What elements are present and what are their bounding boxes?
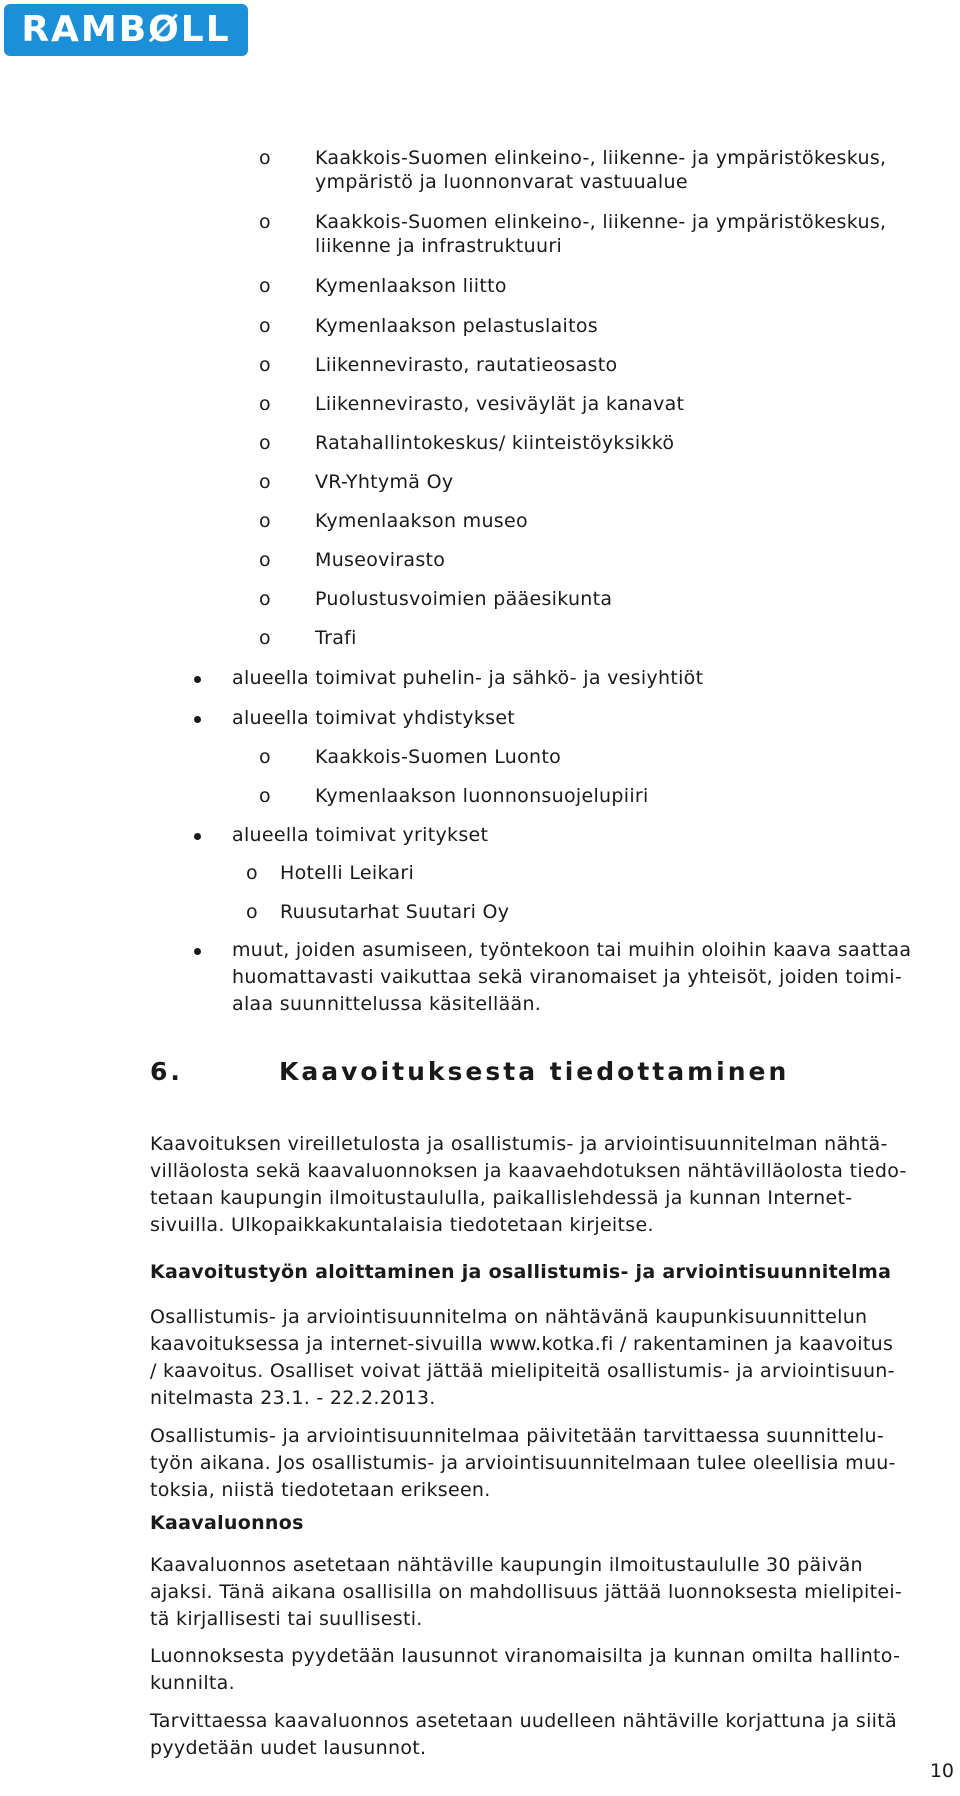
bullet-icon	[194, 716, 201, 723]
ramboll-logo: RAMBØLL	[4, 4, 248, 56]
subheading-draft: Kaavaluonnos	[150, 1512, 304, 1534]
bullet-icon	[194, 676, 201, 683]
paragraph-line: Luonnoksesta pyydetään lausunnot viranomaisilta ja kunnan omilta hallinto-	[150, 1645, 901, 1667]
sub-marker: o	[259, 510, 271, 532]
page-number: 10	[929, 1760, 954, 1782]
sub-marker: o	[246, 901, 258, 923]
bullet-icon	[194, 948, 201, 955]
paragraph-line: Osallistumis- ja arviointisuunnitelma on nähtävänä kaupunkisuunnittelun	[150, 1306, 868, 1328]
list-item: Ruusutarhat Suutari Oy	[280, 901, 510, 923]
bullet-icon	[194, 833, 201, 840]
paragraph-line: Tarvittaessa kaavaluonnos asetetaan uudelleen nähtäville korjattuna ja siitä	[150, 1710, 897, 1732]
paragraph-line: ajaksi. Tänä aikana osallisilla on mahdollisuus jättää luonnoksesta mielipitei-	[150, 1581, 903, 1603]
sub-marker: o	[259, 315, 271, 337]
paragraph-line: pyydetään uudet lausunnot.	[150, 1737, 427, 1759]
list-item: Museovirasto	[315, 549, 446, 571]
list-item: Kymenlaakson luonnonsuojelupiiri	[315, 785, 649, 807]
sub-marker: o	[259, 393, 271, 415]
list-item: Kaakkois-Suomen elinkeino-, liikenne- ja ympäristökeskus,	[315, 147, 887, 169]
list-item: Kymenlaakson museo	[315, 510, 528, 532]
paragraph-line: villäolosta sekä kaavaluonnoksen ja kaavaehdotuksen nähtävilläolosta tiedo-	[150, 1160, 907, 1182]
list-item: Liikennevirasto, rautatieosasto	[315, 354, 618, 376]
section-number: 6.	[150, 1057, 183, 1086]
paragraph-line: Kaavaluonnos asetetaan nähtäville kaupungin ilmoitustaululle 30 päivän	[150, 1554, 863, 1576]
list-item: Kaakkois-Suomen elinkeino-, liikenne- ja ympäristökeskus,	[315, 211, 887, 233]
sub-marker: o	[259, 354, 271, 376]
list-item: Puolustusvoimien pääesikunta	[315, 588, 613, 610]
sub-marker: o	[246, 862, 258, 884]
list-item: Hotelli Leikari	[280, 862, 415, 884]
paragraph-line: / kaavoitus. Osalliset voivat jättää mielipiteitä osallistumis- ja arviointisuun-	[150, 1360, 895, 1382]
sub-marker: o	[259, 746, 271, 768]
sub-marker: o	[259, 627, 271, 649]
subheading-start: Kaavoitustyön aloittaminen ja osallistumis- ja arviointisuunnitelma	[150, 1261, 892, 1283]
list-item: alueella toimivat puhelin- ja sähkö- ja vesiyhtiöt	[232, 667, 704, 689]
paragraph-line: työn aikana. Jos osallistumis- ja arviointisuunnitelmaan tulee oleellisia muu-	[150, 1452, 896, 1474]
list-item: alueella toimivat yritykset	[232, 824, 489, 846]
paragraph-line: tetaan kaupungin ilmoitustaululla, paikallislehdessä ja kunnan Internet-	[150, 1187, 853, 1209]
sub-marker: o	[259, 549, 271, 571]
list-item: liikenne ja infrastruktuuri	[315, 235, 563, 257]
sub-marker: o	[259, 785, 271, 807]
sub-marker: o	[259, 588, 271, 610]
section-title: Kaavoituksesta tiedottaminen	[279, 1057, 790, 1086]
paragraph-line: kunnilta.	[150, 1672, 235, 1694]
list-item: Kymenlaakson pelastuslaitos	[315, 315, 598, 337]
list-item: ympäristö ja luonnonvarat vastuualue	[315, 171, 688, 193]
sub-marker: o	[259, 471, 271, 493]
paragraph-line: tä kirjallisesti tai suullisesti.	[150, 1608, 423, 1630]
list-item: alaa suunnittelussa käsitellään.	[232, 993, 542, 1015]
sub-marker: o	[259, 147, 271, 169]
paragraph-line: kaavoituksessa ja internet-sivuilla www.kotka.fi / rakentaminen ja kaavoitus	[150, 1333, 894, 1355]
list-item: Kymenlaakson liitto	[315, 275, 507, 297]
paragraph-line: nitelmasta 23.1. - 22.2.2013.	[150, 1387, 436, 1409]
sub-marker: o	[259, 275, 271, 297]
list-item: Ratahallintokeskus/ kiinteistöyksikkö	[315, 432, 675, 454]
paragraph-line: Osallistumis- ja arviointisuunnitelmaa päivitetään tarvittaessa suunnittelu-	[150, 1425, 885, 1447]
paragraph-line: Kaavoituksen vireilletulosta ja osallistumis- ja arviointisuunnitelman nähtä-	[150, 1133, 888, 1155]
list-item: alueella toimivat yhdistykset	[232, 707, 516, 729]
sub-marker: o	[259, 432, 271, 454]
list-item: Kaakkois-Suomen Luonto	[315, 746, 562, 768]
list-item: muut, joiden asumiseen, työntekoon tai muihin oloihin kaava saattaa	[232, 939, 912, 961]
list-item: VR-Yhtymä Oy	[315, 471, 454, 493]
paragraph-line: toksia, niistä tiedotetaan erikseen.	[150, 1479, 491, 1501]
paragraph-line: sivuilla. Ulkopaikkakuntalaisia tiedotetaan kirjeitse.	[150, 1214, 654, 1236]
sub-marker: o	[259, 211, 271, 233]
list-item: Trafi	[315, 627, 357, 649]
list-item: Liikennevirasto, vesiväylät ja kanavat	[315, 393, 685, 415]
list-item: huomattavasti vaikuttaa sekä viranomaiset ja yhteisöt, joiden toimi-	[232, 966, 903, 988]
